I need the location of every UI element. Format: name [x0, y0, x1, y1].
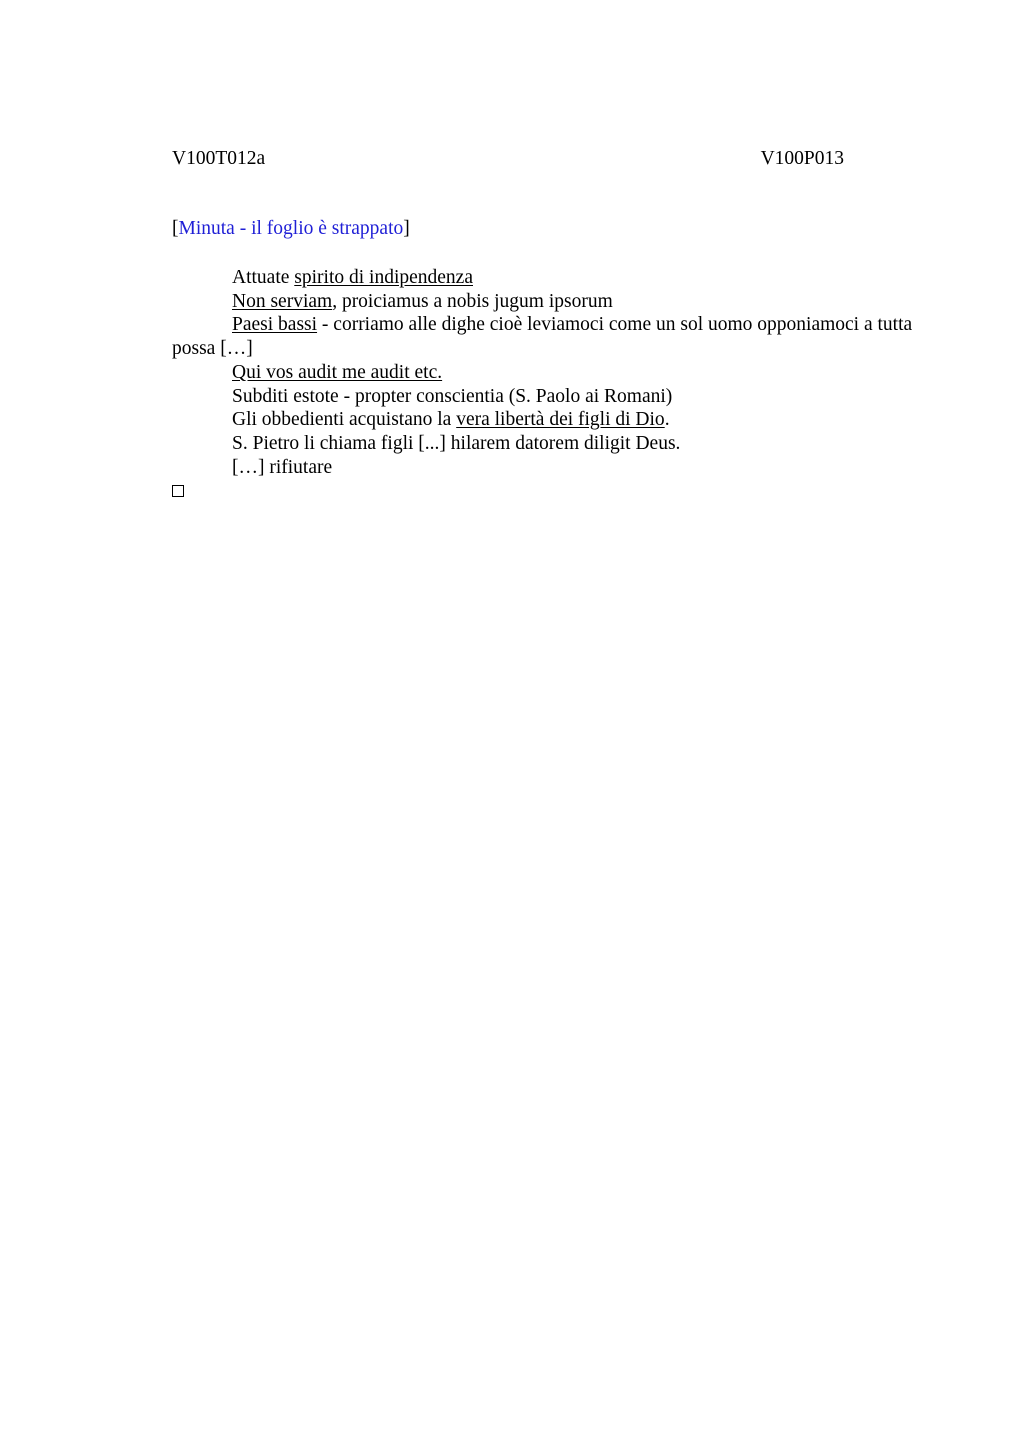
editorial-note	[172, 217, 410, 241]
text-line	[172, 385, 914, 409]
text-phrase: .	[664, 409, 670, 431]
text-line	[172, 408, 914, 432]
underlined-phrase: Non serviam	[232, 290, 333, 312]
text-phrase: S. Pietro li chiama figli [...] hilarem datorem diligit Deus.	[232, 432, 681, 454]
text-line	[172, 290, 914, 314]
document-code-left: V100T012a	[172, 148, 266, 169]
text-phrase: Subditi estote - propter conscientia (S. Paolo ai Romani)	[232, 385, 673, 407]
page-header	[172, 147, 844, 171]
note-close-bracket: ]	[403, 218, 410, 239]
text-phrase: Attuate	[232, 267, 295, 288]
document-body	[172, 266, 914, 479]
text-phrase: Gli obbedienti acquistano la	[232, 409, 457, 431]
underlined-phrase: spirito di indipendenza	[294, 267, 473, 288]
text-phrase: - corriamo alle dighe cioè leviamoci come un sol uomo opponiamoci a tutta possa […]	[172, 314, 913, 360]
empty-square-icon	[172, 485, 184, 497]
end-marker	[172, 479, 184, 503]
document-code-right: V100P013	[760, 148, 844, 169]
text-line	[172, 313, 914, 360]
underlined-phrase: vera libertà dei figli di Dio	[456, 409, 665, 431]
underlined-phrase: Paesi bassi	[232, 314, 318, 336]
text-line	[172, 432, 914, 456]
text-phrase: […] rifiutare	[232, 456, 333, 478]
note-open-bracket: [	[172, 218, 179, 239]
text-line	[172, 361, 914, 385]
text-phrase: , proiciamus a nobis jugum ipsorum	[332, 290, 613, 312]
note-text: Minuta - il foglio è strappato	[178, 218, 404, 239]
underlined-phrase: Qui vos audit me audit etc.	[232, 361, 443, 383]
text-line	[172, 266, 914, 290]
text-line	[172, 456, 914, 480]
